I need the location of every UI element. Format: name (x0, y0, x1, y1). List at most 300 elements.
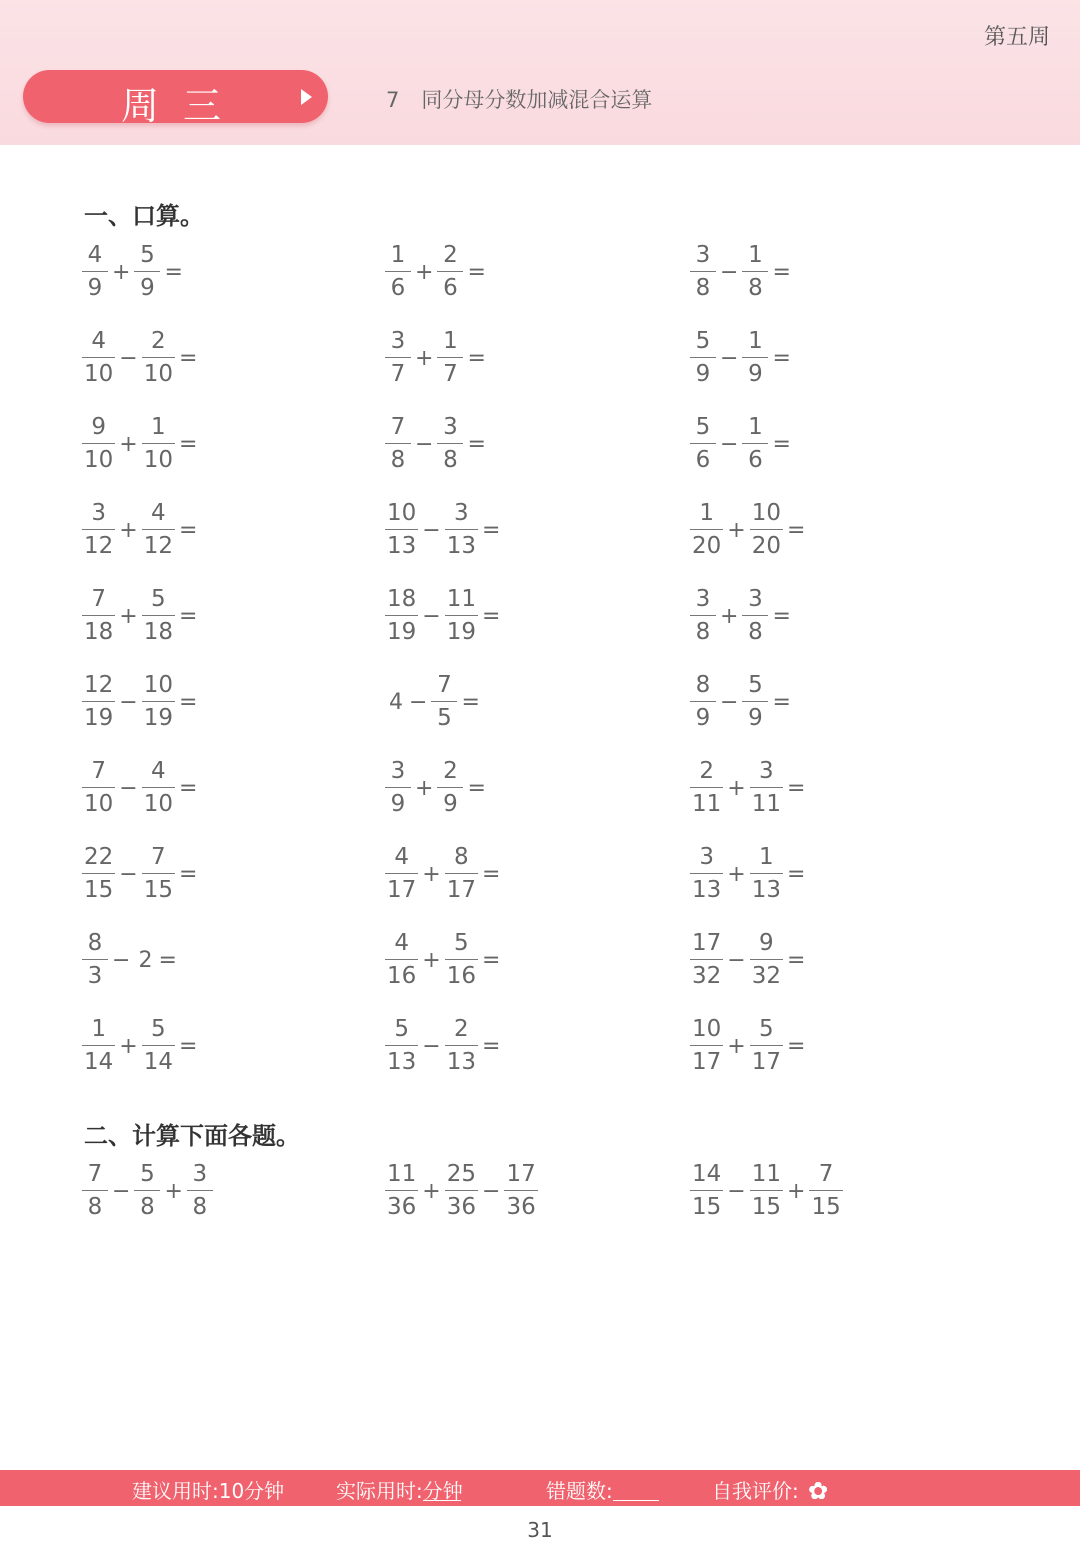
fraction-bar (750, 1045, 783, 1046)
numerator: 1 (748, 242, 763, 268)
section1-problem (82, 241, 187, 302)
fraction-bar (385, 1045, 418, 1046)
section2-problem (690, 1160, 843, 1221)
actual-time-unit: 分钟 (422, 1479, 463, 1503)
denominator: 11 (751, 791, 781, 817)
fraction-bar (134, 1190, 160, 1191)
denominator: 10 (143, 447, 173, 473)
section1-problem (690, 413, 795, 474)
denominator: 8 (443, 447, 458, 473)
fraction (750, 499, 783, 560)
fraction-bar (187, 1190, 213, 1191)
fraction-bar (142, 443, 175, 444)
operator: + (164, 1179, 183, 1204)
fraction (742, 413, 768, 474)
numerator: 1 (748, 414, 763, 440)
fraction-bar (142, 873, 175, 874)
numerator: 1 (151, 414, 166, 440)
numerator: 14 (692, 1161, 722, 1187)
numerator: 2 (454, 1016, 469, 1042)
equals-sign: = (482, 862, 501, 887)
operator: − (727, 948, 746, 973)
fraction-bar (385, 873, 418, 874)
actual-time (336, 1475, 463, 1504)
fraction (742, 327, 768, 388)
numerator: 3 (192, 1161, 208, 1187)
fraction-bar (82, 873, 115, 874)
equals-sign: = (787, 776, 806, 801)
section-2-title: 二、计算下面各题。 (84, 1122, 300, 1150)
denominator: 8 (748, 619, 763, 645)
suggested-time: 建议用时:10分钟 (132, 1479, 285, 1503)
fraction-bar (142, 1045, 175, 1046)
fraction (504, 1160, 537, 1221)
equals-sign: = (482, 518, 501, 543)
numerator: 17 (506, 1161, 536, 1187)
numerator: 3 (443, 414, 458, 440)
numerator: 3 (454, 500, 469, 526)
fraction-bar (82, 959, 108, 960)
operator: + (415, 346, 434, 371)
equals-sign: = (482, 948, 501, 973)
denominator: 10 (143, 361, 173, 387)
page-header (0, 0, 1080, 145)
fraction (385, 499, 418, 560)
fraction-bar (742, 701, 768, 702)
denominator: 8 (695, 619, 711, 645)
denominator: 10 (143, 791, 173, 817)
section2-problem (82, 1160, 213, 1221)
fraction-bar (445, 1190, 478, 1191)
section1-problem (82, 843, 201, 904)
fraction (385, 241, 411, 302)
operator: + (787, 1179, 806, 1204)
week-label: 第五周 (983, 25, 1050, 50)
numerator: 5 (748, 672, 763, 698)
denominator: 6 (695, 447, 711, 473)
fraction (445, 1160, 478, 1221)
denominator: 9 (140, 275, 155, 301)
numerator: 5 (140, 1161, 155, 1187)
numerator: 1 (759, 844, 774, 870)
denominator: 10 (84, 361, 114, 387)
fraction (809, 1160, 842, 1221)
fraction-bar (742, 357, 768, 358)
fraction-bar (385, 529, 418, 530)
lesson-title (386, 84, 652, 114)
operator: + (119, 1034, 138, 1059)
denominator: 7 (443, 361, 458, 387)
section1-problem (82, 671, 201, 732)
fraction-bar (82, 357, 115, 358)
section1-problem (690, 1015, 809, 1076)
lesson-title-text: 同分母分数加减混合运算 (421, 88, 653, 112)
denominator: 32 (692, 963, 722, 989)
operator: − (482, 1179, 501, 1204)
denominator: 17 (692, 1049, 722, 1075)
fraction (437, 757, 463, 818)
numerator: 3 (695, 586, 711, 612)
equals-sign: = (772, 604, 791, 629)
denominator: 8 (695, 275, 711, 301)
fraction (142, 671, 175, 732)
play-arrow-icon (301, 89, 312, 105)
numerator: 3 (695, 242, 711, 268)
equals-sign: = (179, 690, 198, 715)
fraction-bar (82, 271, 108, 272)
error-count-label: 错题数: (546, 1479, 613, 1503)
fraction-bar (742, 271, 768, 272)
denominator: 9 (443, 791, 458, 817)
fraction-bar (431, 701, 457, 702)
fraction-bar (690, 873, 723, 874)
fraction (82, 757, 115, 818)
fraction (750, 929, 783, 990)
operator: + (727, 518, 746, 543)
denominator: 8 (390, 447, 406, 473)
fraction-bar (690, 271, 716, 272)
numerator: 18 (387, 586, 417, 612)
equals-sign: = (787, 518, 806, 543)
numerator: 12 (84, 672, 114, 698)
section1-problem (690, 671, 795, 732)
fraction (142, 757, 175, 818)
fraction (385, 929, 418, 990)
fraction-bar (690, 357, 716, 358)
denominator: 7 (390, 361, 406, 387)
numerator: 7 (91, 586, 106, 612)
numerator: 1 (748, 328, 763, 354)
numerator: 5 (695, 414, 711, 440)
operator: − (409, 690, 428, 715)
fraction-bar (82, 701, 115, 702)
section1-problem (82, 929, 181, 990)
denominator: 8 (87, 1194, 103, 1220)
operator: + (422, 948, 441, 973)
fraction-bar (385, 443, 411, 444)
numerator: 3 (759, 758, 774, 784)
section1-problem (82, 413, 201, 474)
fraction-bar (142, 357, 175, 358)
fraction (142, 1015, 175, 1076)
fraction-bar (82, 1190, 108, 1191)
fraction (82, 1160, 108, 1221)
operator: + (112, 260, 131, 285)
fraction (437, 241, 463, 302)
denominator: 16 (387, 963, 417, 989)
denominator: 13 (387, 533, 417, 559)
fraction-bar (742, 443, 768, 444)
section1-problem (690, 929, 809, 990)
section1-problem (690, 757, 809, 818)
operator: − (422, 518, 441, 543)
fraction-bar (134, 271, 160, 272)
denominator: 9 (748, 361, 763, 387)
fraction-bar (437, 787, 463, 788)
numerator: 9 (759, 930, 774, 956)
fraction (385, 327, 411, 388)
day-label: 周三 (121, 84, 246, 128)
fraction (437, 327, 463, 388)
operator: − (119, 690, 138, 715)
fraction-bar (385, 1190, 418, 1191)
section1-problem (385, 499, 504, 560)
equals-sign: = (772, 346, 791, 371)
section1-problem (385, 327, 490, 388)
numerator: 4 (394, 844, 409, 870)
operator: − (720, 346, 739, 371)
section1-problem (82, 1015, 201, 1076)
fraction-bar (437, 443, 463, 444)
fraction-bar (385, 357, 411, 358)
denominator: 13 (751, 877, 781, 903)
fraction (142, 413, 175, 474)
denominator: 17 (387, 877, 417, 903)
numerator: 3 (390, 758, 406, 784)
fraction-bar (385, 959, 418, 960)
section1-problem (82, 757, 201, 818)
equals-sign: = (787, 1034, 806, 1059)
fraction (82, 585, 115, 646)
numerator: 7 (87, 1161, 103, 1187)
numerator: 3 (699, 844, 714, 870)
operator: − (422, 1034, 441, 1059)
fraction (134, 241, 160, 302)
fraction (445, 843, 478, 904)
numerator: 1 (390, 242, 406, 268)
denominator: 12 (84, 533, 114, 559)
fraction (431, 671, 457, 732)
equals-sign: = (467, 346, 486, 371)
numerator: 4 (394, 930, 409, 956)
fraction (690, 413, 716, 474)
denominator: 15 (143, 877, 173, 903)
fraction (742, 241, 768, 302)
denominator: 9 (87, 275, 103, 301)
fraction-bar (750, 873, 783, 874)
denominator: 16 (446, 963, 476, 989)
fraction-bar (690, 529, 723, 530)
numerator: 25 (446, 1161, 476, 1187)
operator: − (720, 690, 739, 715)
numerator: 2 (699, 758, 714, 784)
fraction-bar (504, 1190, 537, 1191)
fraction-bar (385, 271, 411, 272)
denominator: 9 (390, 791, 406, 817)
section1-problem (82, 585, 201, 646)
denominator: 13 (387, 1049, 417, 1075)
fraction (742, 585, 768, 646)
equals-sign: = (179, 1034, 198, 1059)
denominator: 20 (751, 533, 781, 559)
numerator: 5 (394, 1016, 409, 1042)
fraction (134, 1160, 160, 1221)
self-eval-label: 自我评价: (712, 1479, 799, 1503)
section1-problem (690, 327, 795, 388)
fraction-bar (750, 1190, 783, 1191)
equals-sign: = (179, 346, 198, 371)
fraction-bar (690, 1045, 723, 1046)
operator: − (119, 346, 138, 371)
fraction (690, 327, 716, 388)
denominator: 8 (140, 1194, 155, 1220)
denominator: 13 (446, 1049, 476, 1075)
operator: + (727, 862, 746, 887)
section1-problem (385, 241, 490, 302)
denominator: 20 (692, 533, 722, 559)
fraction (385, 413, 411, 474)
fraction-bar (750, 959, 783, 960)
numerator: 7 (437, 672, 452, 698)
fraction (445, 929, 478, 990)
lesson-number: 7 (386, 88, 400, 112)
fraction (82, 671, 115, 732)
numerator: 7 (151, 844, 166, 870)
fraction-bar (690, 443, 716, 444)
equals-sign: = (467, 776, 486, 801)
fraction (750, 757, 783, 818)
fraction-bar (385, 787, 411, 788)
numerator: 8 (454, 844, 469, 870)
denominator: 6 (390, 275, 406, 301)
numerator: 10 (692, 1016, 722, 1042)
fraction (385, 1160, 418, 1221)
numerator: 4 (91, 328, 106, 354)
equals-sign: = (467, 432, 486, 457)
denominator: 18 (84, 619, 114, 645)
denominator: 19 (446, 619, 476, 645)
fraction-bar (82, 787, 115, 788)
page-number: 31 (527, 1518, 553, 1542)
fraction-bar (445, 529, 478, 530)
fraction-bar (690, 701, 716, 702)
denominator: 12 (143, 533, 173, 559)
operator: + (119, 432, 138, 457)
fraction (690, 843, 723, 904)
operator: − (720, 432, 739, 457)
numerator: 17 (692, 930, 722, 956)
fraction (82, 241, 108, 302)
numerator: 5 (151, 586, 166, 612)
fraction-bar (82, 615, 115, 616)
equals-sign: = (772, 432, 791, 457)
section1-problem (385, 413, 490, 474)
denominator: 11 (692, 791, 722, 817)
fraction-bar (690, 1190, 723, 1191)
fraction-bar (437, 357, 463, 358)
fraction (385, 843, 418, 904)
denominator: 10 (84, 447, 114, 473)
denominator: 5 (437, 705, 452, 731)
denominator: 36 (387, 1194, 417, 1220)
equals-sign: = (482, 1034, 501, 1059)
denominator: 19 (387, 619, 417, 645)
day-pill (23, 70, 328, 128)
section1-problem (385, 843, 504, 904)
numerator: 7 (91, 758, 106, 784)
fraction-bar (142, 615, 175, 616)
fraction-bar (750, 787, 783, 788)
section-1-title: 一、口算。 (84, 202, 204, 230)
fraction-bar (690, 615, 716, 616)
numerator: 4 (151, 500, 166, 526)
denominator: 6 (748, 447, 763, 473)
operator: − (119, 776, 138, 801)
fraction (690, 929, 723, 990)
actual-time-label: 实际用时: (336, 1479, 423, 1503)
denominator: 15 (811, 1194, 841, 1220)
numerator: 10 (387, 500, 417, 526)
denominator: 15 (84, 877, 114, 903)
operator: − (720, 260, 739, 285)
fraction (690, 585, 716, 646)
fraction-bar (445, 959, 478, 960)
section1-problem (385, 1015, 504, 1076)
fraction-bar (437, 271, 463, 272)
equals-sign: = (158, 948, 177, 973)
fraction-bar (445, 873, 478, 874)
equals-sign: = (179, 776, 198, 801)
fraction (690, 499, 723, 560)
numerator: 4 (151, 758, 166, 784)
operator: + (119, 604, 138, 629)
denominator: 8 (748, 275, 763, 301)
fraction (142, 327, 175, 388)
operator: + (415, 776, 434, 801)
operator: − (112, 1179, 131, 1204)
fraction (82, 413, 115, 474)
equals-sign: = (787, 948, 806, 973)
numerator: 3 (91, 500, 106, 526)
denominator: 14 (84, 1049, 114, 1075)
fraction (82, 499, 115, 560)
fraction-bar (82, 529, 115, 530)
numerator: 11 (446, 586, 476, 612)
fraction (142, 843, 175, 904)
denominator: 8 (192, 1194, 208, 1220)
fraction-bar (742, 615, 768, 616)
denominator: 36 (446, 1194, 476, 1220)
fraction (82, 327, 115, 388)
denominator: 3 (87, 963, 103, 989)
section1-problem (82, 499, 201, 560)
fraction-bar (690, 959, 723, 960)
denominator: 32 (751, 963, 781, 989)
denominator: 14 (143, 1049, 173, 1075)
numerator: 8 (695, 672, 711, 698)
section1-problem (385, 757, 490, 818)
numerator: 2 (443, 242, 458, 268)
operator: + (422, 862, 441, 887)
whole-number: 4 (389, 690, 403, 715)
denominator: 15 (751, 1194, 781, 1220)
numerator: 10 (751, 500, 781, 526)
denominator: 17 (446, 877, 476, 903)
numerator: 5 (151, 1016, 166, 1042)
numerator: 1 (699, 500, 714, 526)
numerator: 22 (84, 844, 114, 870)
fraction-bar (445, 615, 478, 616)
denominator: 13 (446, 533, 476, 559)
fraction (445, 585, 478, 646)
numerator: 1 (91, 1016, 106, 1042)
operator: − (415, 432, 434, 457)
operator: + (727, 1034, 746, 1059)
equals-sign: = (179, 862, 198, 887)
fraction-bar (142, 787, 175, 788)
fraction (750, 1015, 783, 1076)
section2-problem (385, 1160, 538, 1221)
